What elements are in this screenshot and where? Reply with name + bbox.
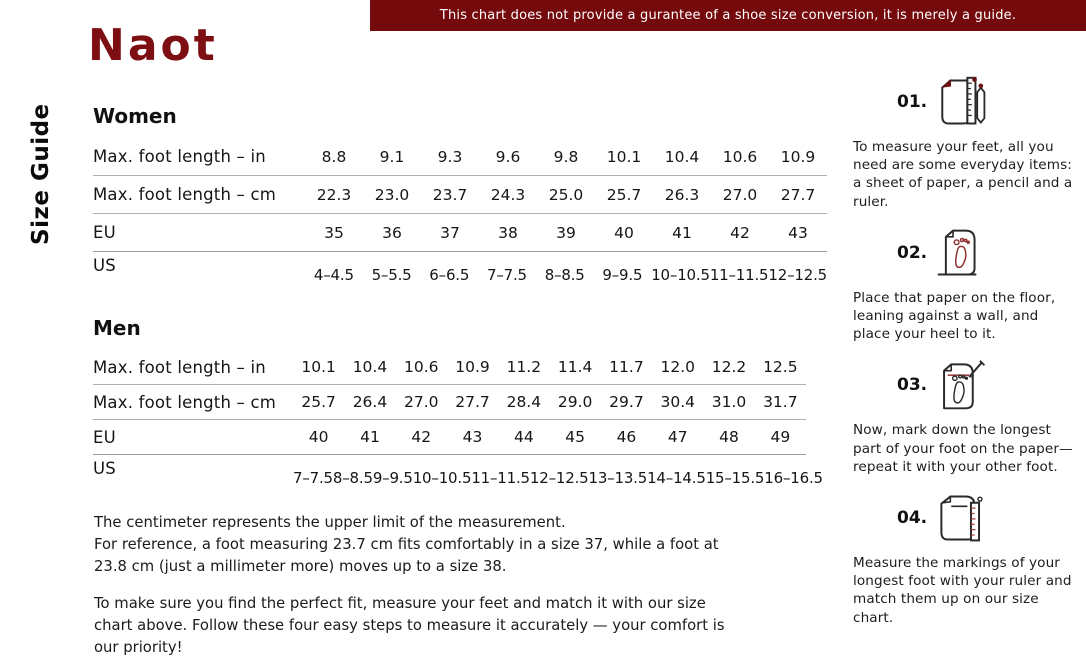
size-value: 43 <box>462 428 483 446</box>
step-03-text: Now, mark down the longest part of your foot on the paper—repeat it with your other foot. <box>853 422 1073 475</box>
size-value: 38 <box>498 223 518 242</box>
size-value: 12.2 <box>711 358 747 376</box>
size-value: 9.1 <box>379 147 405 166</box>
size-value: 9–9.5 <box>602 266 643 284</box>
size-value: 10.1 <box>606 147 642 166</box>
size-value: 12.5 <box>763 358 798 376</box>
size-value: 40 <box>308 428 329 446</box>
size-value: 12–12.5 <box>768 266 827 284</box>
size-value: 12.0 <box>660 358 695 376</box>
size-value: 23.0 <box>374 185 410 204</box>
size-value: 29.7 <box>609 393 644 411</box>
size-value: 41 <box>672 223 692 242</box>
step-04 <box>853 490 1077 627</box>
row-label: Max. foot length – in <box>93 147 266 166</box>
row-label: Max. foot length – cm <box>93 185 276 204</box>
size-value: 10.4 <box>664 147 700 166</box>
size-value: 41 <box>360 428 380 446</box>
size-value: 36 <box>382 223 402 242</box>
size-value: 13–13.5 <box>588 469 648 487</box>
size-value: 10–10.5 <box>412 469 472 487</box>
size-value: 24.3 <box>490 185 526 204</box>
size-value: 8–8.5 <box>332 469 373 487</box>
paper-footprint-icon <box>935 227 989 279</box>
paper-ruler-pencil-icon <box>935 76 989 128</box>
paper-footprint-pencil-icon <box>935 359 989 411</box>
table-row <box>93 385 806 420</box>
size-value: 9.3 <box>437 147 463 166</box>
size-value: 22.3 <box>316 185 352 204</box>
size-value: 30.4 <box>660 393 695 411</box>
table-row <box>93 252 827 294</box>
size-value: 8.8 <box>321 147 347 166</box>
size-value: 25.7 <box>301 393 336 411</box>
size-value: 27.7 <box>780 185 816 204</box>
size-value: 11–11.5 <box>709 266 769 284</box>
size-value: 15–15.5 <box>705 469 765 487</box>
step-02-number: 02. <box>897 242 928 263</box>
footnotes <box>94 512 754 659</box>
step-02-text: Place that paper on the floor, leaning against a wall, and place your heel to it. <box>853 289 1056 343</box>
size-value: 16–16.5 <box>764 469 823 487</box>
size-value: 11.7 <box>609 358 644 376</box>
size-value: 48 <box>719 428 739 446</box>
note-cm-limit: The centimeter represents the upper limit of the measurement. <box>94 514 566 531</box>
women-size-table <box>93 138 827 294</box>
size-value: 42 <box>730 223 750 242</box>
step-04-number: 04. <box>897 508 928 529</box>
size-value: 47 <box>667 428 688 446</box>
disclaimer-text: This chart does not provide a gurantee of a shoe size conversion, it is merely a guide. <box>439 8 1017 23</box>
size-value: 39 <box>556 223 576 242</box>
size-value: 10–10.5 <box>651 266 710 284</box>
row-label: Max. foot length – cm <box>93 392 276 412</box>
table-row <box>93 455 823 490</box>
size-value: 43 <box>788 223 808 242</box>
table-row <box>93 214 827 252</box>
step-01-number: 01. <box>897 92 928 112</box>
men-size-table <box>93 350 823 490</box>
size-value: 9.6 <box>495 147 521 166</box>
note-reference: For reference, a foot measuring 23.7 cm fits comfortably in a size 37, while a foot at 23.8 cm (just a millimeter more) moves up to a size 38. <box>94 535 719 575</box>
table-row <box>93 350 806 385</box>
table-row <box>93 420 806 455</box>
measuring-steps <box>853 74 1077 641</box>
size-value: 46 <box>616 428 637 446</box>
size-value: 10.4 <box>352 358 388 376</box>
row-label: EU <box>93 223 116 242</box>
table-row <box>93 176 827 214</box>
size-value: 27.0 <box>403 393 439 411</box>
step-02 <box>853 225 1077 344</box>
size-value: 37 <box>440 223 460 242</box>
size-value: 11–11.5 <box>471 469 530 487</box>
size-value: 10.6 <box>403 358 439 376</box>
size-value: 10.6 <box>722 147 758 166</box>
step-03 <box>853 357 1077 476</box>
size-value: 42 <box>411 428 432 446</box>
size-value: 4–4.5 <box>313 266 354 284</box>
size-value: 10.9 <box>780 147 816 166</box>
table-row <box>93 138 827 176</box>
size-value: 26.4 <box>352 393 388 411</box>
size-value: 26.3 <box>664 185 700 204</box>
row-label: US <box>93 256 116 275</box>
row-label: Max. foot length – in <box>93 357 266 377</box>
size-value: 31.0 <box>711 393 747 411</box>
size-value: 35 <box>324 223 344 242</box>
women-section-title: Women <box>93 104 177 128</box>
page-title: Size Guide <box>28 103 54 245</box>
size-value: 9–9.5 <box>372 469 413 487</box>
size-value: 27.7 <box>455 393 490 411</box>
row-label: EU <box>93 427 116 447</box>
step-03-number: 03. <box>897 375 928 396</box>
size-value: 27.0 <box>722 185 758 204</box>
size-value: 5–5.5 <box>371 266 412 284</box>
paper-ruler-icon <box>935 492 989 544</box>
step-01-text: To measure your feet, all you need are some everyday items: a sheet of paper, a pencil and a ruler. <box>853 139 1073 210</box>
size-value: 25.0 <box>548 185 584 204</box>
size-value: 11.4 <box>557 358 593 376</box>
size-value: 10.1 <box>301 358 336 376</box>
size-value: 25.7 <box>606 185 642 204</box>
disclaimer-banner <box>370 0 1086 31</box>
size-value: 49 <box>770 428 791 446</box>
size-value: 14–14.5 <box>647 469 706 487</box>
men-section-title: Men <box>93 316 141 340</box>
size-value: 11.2 <box>506 358 542 376</box>
size-value: 40 <box>614 223 634 242</box>
size-value: 44 <box>513 428 534 446</box>
size-value: 29.0 <box>557 393 593 411</box>
size-value: 8–8.5 <box>544 266 585 284</box>
size-value: 7–7.5 <box>487 266 527 284</box>
size-value: 7–7.5 <box>293 469 333 487</box>
note-perfect-fit: To make sure you find the perfect fit, measure your feet and match it with our size chart above. Follow these four easy steps to measure it accurately — your comfort is our priority! <box>94 595 725 656</box>
size-value: 12–12.5 <box>529 469 589 487</box>
step-01 <box>853 74 1077 211</box>
size-value: 6–6.5 <box>429 266 470 284</box>
naot-logo: Naot <box>88 20 218 71</box>
size-tables <box>93 104 827 490</box>
step-04-text: Measure the markings of your longest foot with your ruler and match them up on our size chart. <box>853 555 1072 626</box>
size-value: 23.7 <box>432 185 468 204</box>
row-label: US <box>93 459 116 478</box>
size-value: 9.8 <box>553 147 579 166</box>
size-value: 31.7 <box>763 393 798 411</box>
size-value: 28.4 <box>506 393 542 411</box>
size-value: 45 <box>565 428 585 446</box>
size-value: 10.9 <box>455 358 490 376</box>
